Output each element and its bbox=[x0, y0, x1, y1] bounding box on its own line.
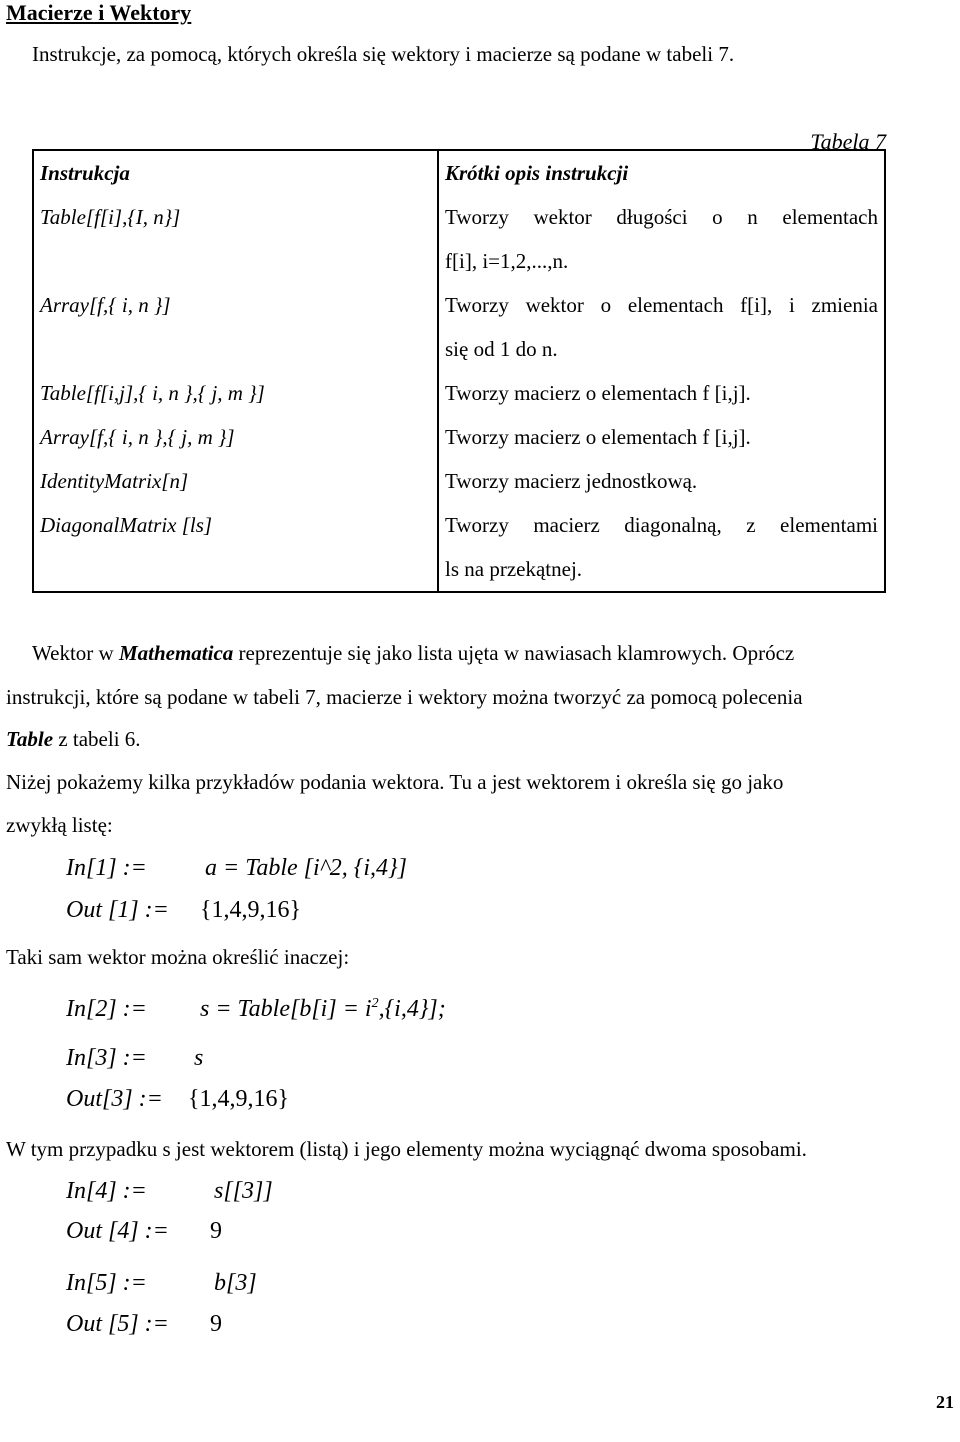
input-expression: a = Table [i^2, {i,4}] bbox=[205, 855, 407, 881]
description-line: ls na przekątnej. bbox=[445, 557, 583, 581]
table-emphasis: Table bbox=[6, 727, 54, 751]
instruction-cell: IdentityMatrix[n] bbox=[33, 459, 438, 503]
description-cell: Tworzy macierz o elementach f [i,j]. bbox=[438, 371, 885, 415]
table-row bbox=[33, 283, 885, 371]
text-span: z tabeli 6. bbox=[53, 727, 141, 751]
exponent: 2 bbox=[371, 996, 379, 1011]
input-label: In[2] := bbox=[66, 996, 147, 1022]
description-line: Tworzy wektor o elementach f[i], i zmienia bbox=[445, 293, 878, 317]
instructions-table bbox=[32, 149, 886, 593]
instruction-cell: Table[f[i],{I, n}] bbox=[33, 195, 438, 283]
description-cell bbox=[438, 503, 885, 592]
description-line: się od 1 do n. bbox=[445, 337, 558, 361]
page-number: 21 bbox=[936, 1392, 954, 1412]
mathematica-emphasis: Mathematica bbox=[118, 641, 234, 665]
table-row bbox=[33, 459, 885, 503]
instruction-cell: Array[f,{ i, n },{ j, m }] bbox=[33, 415, 438, 459]
description-cell bbox=[438, 195, 885, 283]
expr-part: s = Table[b[i] = i bbox=[200, 996, 372, 1022]
output-expression: {1,4,9,16} bbox=[188, 1086, 290, 1112]
paragraph-line: W tym przypadku s jest wektorem (listą) i jego elementy można wyciągnąć dwoma sposobami. bbox=[6, 1137, 807, 1161]
paragraph-line: Taki sam wektor można określić inaczej: bbox=[6, 945, 350, 969]
table-row bbox=[33, 503, 885, 592]
paragraph-line: Niżej pokażemy kilka przykładów podania wektora. Tu a jest wektorem i określa się go jako bbox=[6, 770, 784, 794]
header-description: Krótki opis instrukcji bbox=[438, 150, 885, 195]
expr-part: ,{i,4}]; bbox=[378, 996, 446, 1022]
output-label: Out [4] := bbox=[66, 1218, 169, 1244]
paragraph-line bbox=[32, 643, 794, 664]
table-row bbox=[33, 371, 885, 415]
output-label: Out [5] := bbox=[66, 1311, 169, 1337]
description-line: Tworzy wektor długości o n elementach bbox=[445, 205, 878, 229]
input-label: In[1] := bbox=[66, 855, 147, 881]
table-header-row bbox=[33, 150, 885, 195]
output-label: Out[3] := bbox=[66, 1086, 163, 1112]
instruction-cell: Table[f[i,j],{ i, n },{ j, m }] bbox=[33, 371, 438, 415]
input-expression: b[3] bbox=[214, 1270, 257, 1296]
table-caption: Tabela 7 bbox=[810, 129, 886, 154]
table-row bbox=[33, 195, 885, 283]
paragraph-line bbox=[6, 729, 141, 750]
text-span: Wektor w bbox=[32, 641, 119, 665]
paragraph-line: instrukcji, które są podane w tabeli 7, macierze i wektory można tworzyć za pomocą polecenia bbox=[6, 685, 803, 709]
text-span: reprezentuje się jako lista ujęta w nawiasach klamrowych. Oprócz bbox=[233, 641, 795, 665]
input-expression: s bbox=[194, 1045, 204, 1071]
intro-text: Instrukcje, za pomocą, których określa się wektory i macierze są podane w tabeli 7. bbox=[32, 42, 735, 66]
input-label: In[4] := bbox=[66, 1178, 147, 1204]
instruction-cell: Array[f,{ i, n }] bbox=[33, 283, 438, 371]
paragraph-line: zwykłą listę: bbox=[6, 813, 113, 837]
output-label: Out [1] := bbox=[66, 897, 169, 923]
output-expression: 9 bbox=[210, 1311, 222, 1337]
description-cell: Tworzy macierz jednostkową. bbox=[438, 459, 885, 503]
description-cell: Tworzy macierz o elementach f [i,j]. bbox=[438, 415, 885, 459]
page-title: Macierze i Wektory bbox=[6, 0, 192, 25]
table-row bbox=[33, 415, 885, 459]
header-instruction: Instrukcja bbox=[33, 150, 438, 195]
output-expression: {1,4,9,16} bbox=[200, 897, 302, 923]
input-expression: s[[3]] bbox=[214, 1178, 273, 1204]
description-line: Tworzy macierz diagonalną, z elementami bbox=[445, 513, 878, 537]
instruction-cell: DiagonalMatrix [ls] bbox=[33, 503, 438, 592]
description-cell bbox=[438, 283, 885, 371]
output-expression: 9 bbox=[210, 1218, 222, 1244]
input-label: In[3] := bbox=[66, 1045, 147, 1071]
description-line: f[i], i=1,2,...,n. bbox=[445, 249, 569, 273]
input-expression bbox=[200, 996, 446, 1023]
input-label: In[5] := bbox=[66, 1270, 147, 1296]
